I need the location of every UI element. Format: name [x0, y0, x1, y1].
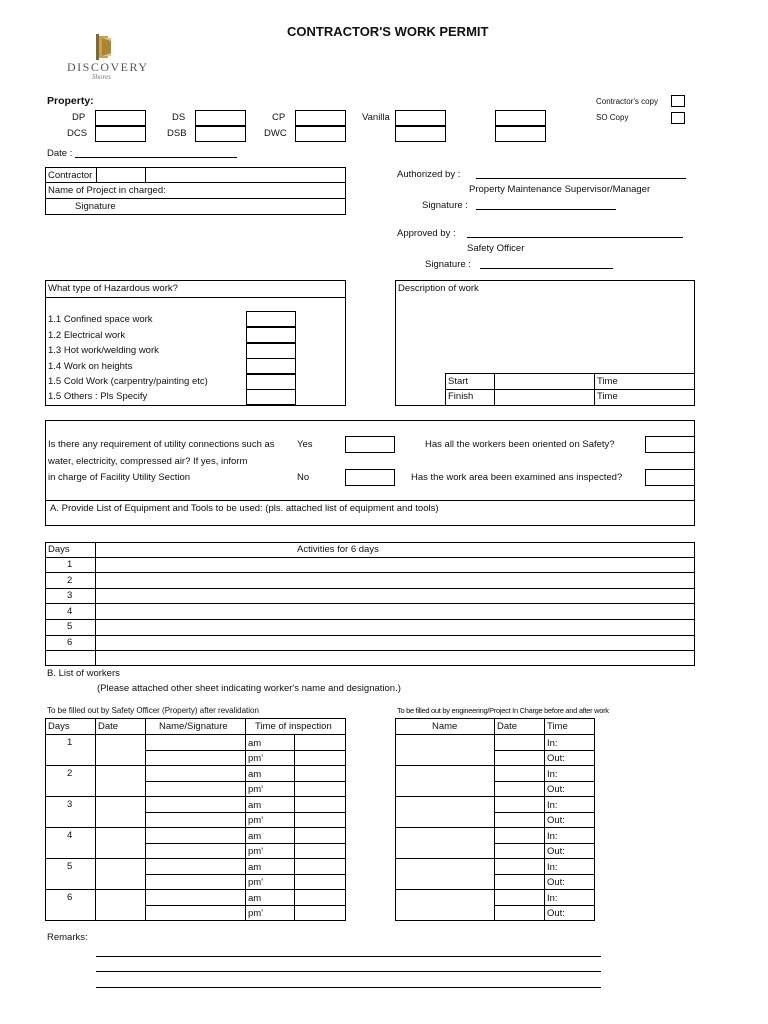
eng-out-3: Out: — [547, 815, 565, 826]
activity-day-2: 2 — [67, 575, 73, 586]
property-extra-box-1[interactable] — [495, 110, 546, 126]
safety-day-3: 3 — [67, 799, 73, 810]
utility-yes-label: Yes — [297, 439, 313, 450]
remarks-line-1[interactable] — [96, 956, 601, 957]
date-line[interactable] — [75, 157, 237, 158]
eng-out-2: Out: — [547, 784, 565, 795]
remarks-line-3[interactable] — [96, 987, 601, 988]
hazard-box — [45, 280, 346, 406]
safety-am-6: am — [248, 893, 262, 904]
property-extra-box-2[interactable] — [495, 126, 546, 142]
finish-label: Finish — [448, 391, 474, 402]
safety-pm-5: pm' — [248, 877, 264, 888]
authorized-signature-line[interactable] — [476, 209, 616, 210]
property-ds-label: DS — [172, 112, 186, 123]
contractor-label: Contractor : — [48, 170, 98, 181]
workers-label: B. List of workers — [47, 668, 120, 679]
property-cp-box[interactable] — [295, 110, 346, 126]
safety-day-4: 4 — [67, 830, 73, 841]
property-cp-label: CP — [272, 112, 286, 123]
description-heading: Description of work — [398, 283, 479, 294]
hazard-item-2: 1.2 Electrical work — [48, 330, 126, 341]
activities-header: Activities for 6 days — [297, 544, 379, 555]
page-title: CONTRACTOR'S WORK PERMIT — [287, 24, 489, 39]
eng-in-1: In: — [547, 738, 558, 749]
inspected-question: Has the work area been examined ans inspected? — [411, 472, 623, 483]
activity-day-3: 3 — [67, 590, 73, 601]
hazard-check-4[interactable] — [246, 358, 296, 374]
authorized-line[interactable] — [476, 178, 686, 179]
remarks-line-2[interactable] — [96, 971, 601, 972]
safety-header-time: Time of inspection — [255, 721, 332, 732]
approved-signature-line[interactable] — [480, 268, 613, 269]
safety-pm-2: pm' — [248, 784, 264, 795]
authorized-role: Property Maintenance Supervisor/Manager — [469, 184, 651, 195]
approved-label: Approved by : — [397, 228, 456, 239]
hazard-check-1[interactable] — [246, 311, 296, 327]
hazard-check-6[interactable] — [246, 389, 296, 405]
safety-day-5: 5 — [67, 861, 73, 872]
activities-table — [45, 542, 695, 666]
property-dp-box[interactable] — [95, 110, 146, 126]
safety-table-caption: To be filled out by Safety Officer (Property) after revalidation — [47, 706, 259, 715]
eng-out-1: Out: — [547, 753, 565, 764]
hazard-check-5[interactable] — [246, 374, 296, 390]
eng-header-name: Name — [432, 721, 458, 732]
inspected-answer-box[interactable] — [645, 469, 695, 486]
start-time-label: Time — [597, 376, 618, 387]
eng-header-date: Date — [497, 721, 518, 732]
activity-day-6: 6 — [67, 637, 73, 648]
safety-table — [45, 718, 346, 921]
contractors-copy-checkbox[interactable] — [671, 95, 685, 107]
safety-am-2: am — [248, 769, 262, 780]
logo-mark-icon — [62, 33, 152, 63]
property-dcs-box[interactable] — [95, 126, 146, 142]
property-vanilla-box-2[interactable] — [395, 126, 446, 142]
finish-time-label: Time — [597, 391, 618, 402]
hazard-check-2[interactable] — [246, 327, 296, 343]
safety-header-date: Date — [98, 721, 119, 732]
safety-day-6: 6 — [67, 892, 73, 903]
approved-line[interactable] — [467, 237, 683, 238]
safety-am-5: am — [248, 862, 262, 873]
utility-line-3: in charge of Facility Utility Section — [48, 472, 191, 483]
safety-pm-4: pm' — [248, 846, 264, 857]
safety-am-4: am — [248, 831, 262, 842]
safety-day-2: 2 — [67, 768, 73, 779]
utility-no-label: No — [297, 472, 310, 483]
activities-days-header: Days — [48, 544, 70, 555]
project-in-charge-label: Name of Project in charged: — [48, 185, 166, 196]
safety-am-3: am — [248, 800, 262, 811]
equipment-instruction: A. Provide List of Equipment and Tools to be used: (pls. attached list of equipment and tools) — [50, 503, 439, 514]
approved-role: Safety Officer — [467, 243, 525, 254]
logo — [62, 33, 152, 83]
eng-out-6: Out: — [547, 908, 565, 919]
utility-no-box[interactable] — [345, 469, 395, 486]
hazard-item-5: 1.5 Cold Work (carpentry/painting etc) — [48, 376, 208, 387]
safety-pm-6: pm' — [248, 908, 264, 919]
eng-in-5: In: — [547, 862, 558, 873]
utility-line-2: water, electricity, compressed air? If yes, inform — [48, 456, 248, 467]
eng-in-6: In: — [547, 893, 558, 904]
oriented-answer-box[interactable] — [645, 436, 695, 453]
date-label: Date : — [47, 148, 73, 159]
activity-day-1: 1 — [67, 559, 73, 570]
property-ds-box[interactable] — [195, 110, 246, 126]
safety-header-name: Name/Signature — [159, 721, 228, 732]
eng-in-3: In: — [547, 800, 558, 811]
start-label: Start — [448, 376, 469, 387]
workers-note: (Please attached other sheet indicating worker's name and designation.) — [97, 683, 401, 694]
property-dp-label: DP — [72, 112, 86, 123]
remarks-label: Remarks: — [47, 932, 88, 943]
eng-table-caption: To be filled out by engineering/Project In Charge before and after work — [397, 706, 609, 715]
hazard-check-3[interactable] — [246, 343, 296, 359]
utility-yes-box[interactable] — [345, 436, 395, 453]
authorized-signature-label: Signature : — [422, 200, 468, 211]
property-dsb-label: DSB — [167, 128, 187, 139]
property-label: Property: — [47, 95, 94, 107]
so-copy-checkbox[interactable] — [671, 112, 685, 124]
so-copy-label: SO Copy — [596, 113, 629, 122]
contractors-copy-label: Contractor's copy — [596, 97, 658, 106]
safety-pm-1: pm' — [248, 753, 264, 764]
hazard-item-4: 1.4 Work on heights — [48, 361, 133, 372]
contractor-signature-label: Signature — [75, 201, 116, 212]
eng-in-2: In: — [547, 769, 558, 780]
authorized-label: Authorized by : — [397, 169, 461, 180]
property-vanilla-label: Vanilla — [362, 112, 390, 123]
property-dsb-box[interactable] — [195, 126, 246, 142]
safety-day-1: 1 — [67, 737, 73, 748]
activity-day-5: 5 — [67, 621, 73, 632]
hazard-item-6: 1.5 Others : Pls Specify — [48, 391, 148, 402]
eng-table — [395, 718, 595, 921]
eng-header-time: Time — [547, 721, 568, 732]
hazard-item-3: 1.3 Hot work/welding work — [48, 345, 159, 356]
hazard-item-1: 1.1 Confined space work — [48, 314, 153, 325]
eng-out-4: Out: — [547, 846, 565, 857]
hazard-heading: What type of Hazardous work? — [48, 283, 178, 294]
safety-header-days: Days — [48, 721, 70, 732]
oriented-question: Has all the workers been oriented on Safety? — [425, 439, 615, 450]
eng-out-5: Out: — [547, 877, 565, 888]
property-vanilla-box[interactable] — [395, 110, 446, 126]
utility-line-1: Is there any requirement of utility connections such as — [48, 439, 275, 450]
safety-am-1: am — [248, 738, 262, 749]
property-dwc-label: DWC — [264, 128, 287, 139]
description-box[interactable] — [395, 280, 695, 406]
approved-signature-label: Signature : — [425, 259, 471, 270]
eng-in-4: In: — [547, 831, 558, 842]
property-dcs-label: DCS — [67, 128, 88, 139]
safety-pm-3: pm' — [248, 815, 264, 826]
logo-name: DISCOVERY — [67, 60, 149, 74]
logo-sub: Shores — [92, 73, 111, 81]
property-dwc-box[interactable] — [295, 126, 346, 142]
activity-day-4: 4 — [67, 606, 73, 617]
